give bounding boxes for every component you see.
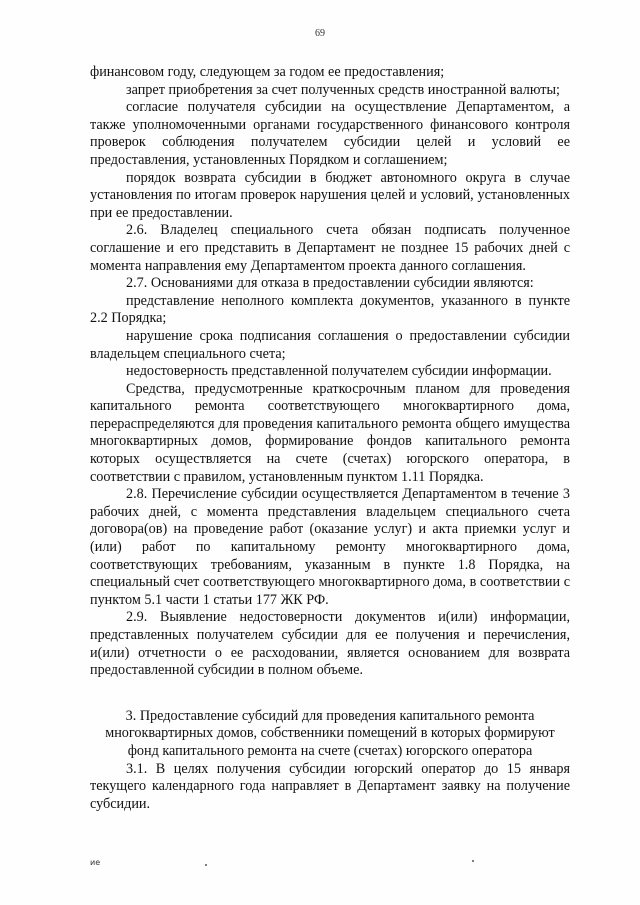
paragraph: недостоверность представленной получателем субсидии информации. <box>126 363 552 380</box>
paragraph: 2.6. Владелец специального счета обязан подписать полученное соглашение и его представить в Департамент не позднее 15 рабочих дней с момента направления ему Департаментом проекта данного соглашения. <box>90 222 570 274</box>
section-heading-line: 3. Предоставление субсидий для проведения капитального ремонта <box>125 707 535 724</box>
paragraph: представление неполного комплекта документов, указанного в пункте 2.2 Порядка; <box>90 292 570 327</box>
page-number: 69 <box>315 28 325 39</box>
section-heading-line: многоквартирных домов, собственники помещений в которых формируют <box>105 725 555 742</box>
paragraph: 3.1. В целях получения субсидии югорский оператор до 15 января текущего календарного года направляет в Департамент заявку на получение субсидии. <box>90 760 570 812</box>
paragraph: финансовом году, следующем за годом ее предоставления; <box>90 64 445 80</box>
paragraph: согласие получателя субсидии на осуществление Департаментом, а также уполномоченными органами государственного финансового контроля проверок соблюдения получателем субсидии целей и условий ее предоставления, установленных Порядком и соглашением; <box>90 99 570 168</box>
scan-speck <box>472 860 474 862</box>
paragraph: 2.9. Выявление недостоверности документов и(или) информации, представленных получателем субсидии для ее получения и перечисления, и(или) отчетности о ее расходовании, является основанием для возврата предоставленной субсидии в полном объеме. <box>90 609 570 679</box>
paragraph: Средства, предусмотренные краткосрочным планом для проведения капитального ремонта соответствующего многоквартирного дома, перераспределяются для проведения капитального ремонта общего имущества многоквартирных домов, формирование фондов капитального ремонта которых осуществляется на счете (счетах) югорского оператора, в соответствии с правилом, установленным пунктом 1.11 Порядка. <box>90 380 570 485</box>
paragraph: нарушение срока подписания соглашения о предоставлении субсидии владельцем специального счета; <box>90 327 570 362</box>
paragraph: порядок возврата субсидии в бюджет автономного округа в случае установления по итогам проверок нарушения целей и условий, установленных при ее предоставлении. <box>90 169 570 221</box>
paragraph: запрет приобретения за счет полученных средств иностранной валюты; <box>126 81 560 98</box>
paragraph: 2.7. Основаниями для отказа в предоставлении субсидии являются: <box>126 275 534 292</box>
scan-speck <box>205 864 207 866</box>
paragraph: 2.8. Перечисление субсидии осуществляется Департаментом в течение 3 рабочих дней, с момента представления владельцем специального счета договора(ов) на проведение работ (оказание услуг) и акта приемки услуг и (или) работ по капитальному ремонту многоквартирного дома, соответствующих требованиям, указанным в пункте 1.8 Порядка, на специальный счет соответствующего многоквартирного дома, в соответствии с пунктом 5.1 части 1 статьи 177 ЖК РФ. <box>90 486 570 608</box>
section-heading-line: фонд капитального ремонта на счете (счетах) югорского оператора <box>127 742 533 759</box>
footer-mark: ие <box>90 858 101 867</box>
document-body <box>90 64 570 813</box>
section-heading <box>90 708 570 761</box>
